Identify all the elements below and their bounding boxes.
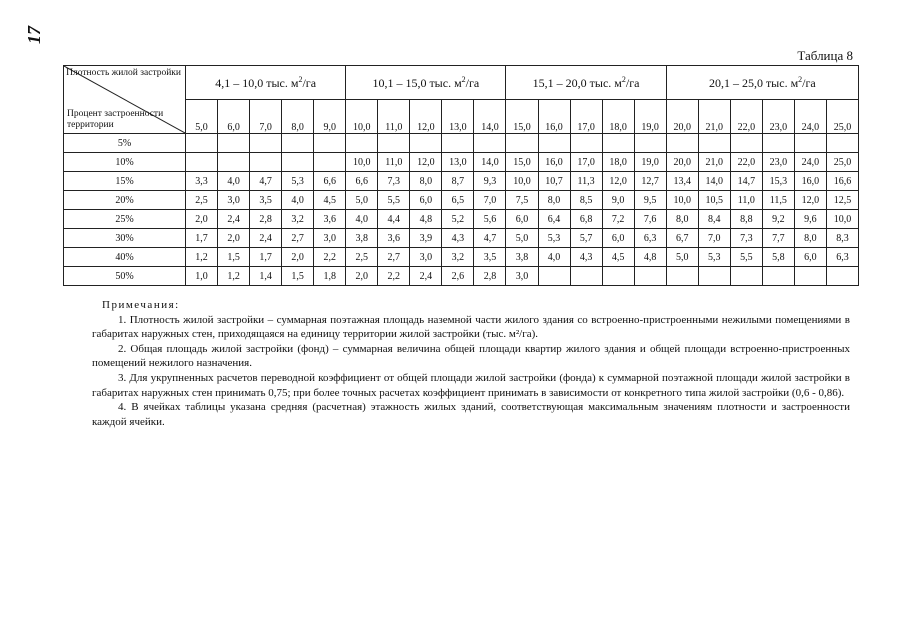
table-cell: 9,2 [762,210,794,229]
table-cell: 3,6 [378,229,410,248]
table-cell: 5,0 [506,229,538,248]
table-cell: 3,0 [506,267,538,286]
table-cell [666,134,698,153]
table-cell: 6,3 [826,248,858,267]
table-cell: 6,3 [634,229,666,248]
table-cell: 14,7 [730,172,762,191]
table-cell [282,134,314,153]
notes-section [92,298,850,429]
table-cell: 9,5 [634,191,666,210]
table-cell [186,153,218,172]
density-subheader: 5,0 [186,100,218,134]
table-cell: 5,5 [378,191,410,210]
density-subheader: 24,0 [794,100,826,134]
table-cell: 4,7 [250,172,282,191]
table-cell: 4,5 [602,248,634,267]
table-cell: 25,0 [826,153,858,172]
table-row [64,210,859,229]
table-cell: 3,6 [314,210,346,229]
table-cell: 12,0 [794,191,826,210]
density-subheader: 12,0 [410,100,442,134]
corner-label-coverage: Процент застроенности территории [67,109,164,130]
density-subheader: 10,0 [346,100,378,134]
table-cell [570,134,602,153]
table-cell [730,267,762,286]
table-cell [826,267,858,286]
table-cell: 2,2 [378,267,410,286]
table-cell: 10,0 [346,153,378,172]
table-cell: 8,5 [570,191,602,210]
table-cell [794,134,826,153]
table-cell [186,134,218,153]
table-cell: 5,6 [474,210,506,229]
table-cell: 3,3 [186,172,218,191]
table-cell: 7,0 [698,229,730,248]
table-cell: 9,0 [602,191,634,210]
row-label: 25% [64,210,186,229]
table-cell: 4,7 [474,229,506,248]
density-subheader: 8,0 [282,100,314,134]
table-cell: 4,0 [218,172,250,191]
table-cell: 7,6 [634,210,666,229]
table-cell: 15,3 [762,172,794,191]
table-cell [634,267,666,286]
table-corner-cell [64,66,186,134]
table-cell: 3,5 [474,248,506,267]
table-cell: 24,0 [794,153,826,172]
table-caption: Таблица 8 [797,48,853,63]
table-cell: 1,0 [186,267,218,286]
table-cell: 8,3 [826,229,858,248]
table-cell: 5,3 [282,172,314,191]
table-cell: 1,8 [314,267,346,286]
table-cell: 7,2 [602,210,634,229]
table-cell [730,134,762,153]
table-cell: 5,0 [666,248,698,267]
table-cell: 2,2 [314,248,346,267]
table-cell: 4,0 [282,191,314,210]
row-label: 20% [64,191,186,210]
table-cell: 9,6 [794,210,826,229]
table-cell: 12,5 [826,191,858,210]
table-cell: 4,0 [538,248,570,267]
table-cell: 2,8 [250,210,282,229]
table-cell: 3,8 [506,248,538,267]
range-header-2: 10,1 – 15,0 тыс. $м^2/га$ [346,66,506,100]
table-cell: 16,0 [794,172,826,191]
table-cell [826,134,858,153]
table-cell: 9,3 [474,172,506,191]
range-header-3: 15,1 – 20,0 тыс. $м^2/га$ [506,66,666,100]
table-cell: 8,0 [538,191,570,210]
table-cell: 10,7 [538,172,570,191]
table-cell [314,134,346,153]
density-subheader: 11,0 [378,100,410,134]
table-cell: 10,0 [826,210,858,229]
density-subheader: 20,0 [666,100,698,134]
table-cell: 11,5 [762,191,794,210]
row-label: 30% [64,229,186,248]
table-cell: 6,0 [794,248,826,267]
table-cell: 3,0 [218,191,250,210]
table-cell: 8,0 [410,172,442,191]
table-cell: 3,2 [442,248,474,267]
table-cell: 2,5 [346,248,378,267]
table-cell [794,267,826,286]
table-cell: 12,0 [410,153,442,172]
table-cell: 17,0 [570,153,602,172]
table-cell: 7,7 [762,229,794,248]
table-cell: 10,0 [506,172,538,191]
table-cell: 12,7 [634,172,666,191]
table-cell: 3,8 [346,229,378,248]
page-number: 17 [24,26,44,44]
table-cell: 4,8 [410,210,442,229]
table-cell: 21,0 [698,153,730,172]
table-cell: 8,8 [730,210,762,229]
density-subheader: 9,0 [314,100,346,134]
table-cell [282,153,314,172]
table-cell: 2,0 [186,210,218,229]
table-cell: 4,5 [314,191,346,210]
table-cell: 5,5 [730,248,762,267]
density-subheader: 18,0 [602,100,634,134]
table-cell: 6,5 [442,191,474,210]
density-subheader: 19,0 [634,100,666,134]
table-cell: 2,0 [282,248,314,267]
table-cell: 20,0 [666,153,698,172]
table-cell: 5,2 [442,210,474,229]
table-cell: 4,4 [378,210,410,229]
table-cell: 1,5 [282,267,314,286]
table-cell [250,134,282,153]
table-cell: 11,0 [730,191,762,210]
table-cell: 11,0 [378,153,410,172]
table-cell: 6,0 [506,210,538,229]
density-subheader: 16,0 [538,100,570,134]
table-cell: 1,5 [218,248,250,267]
table-cell [698,267,730,286]
table-cell: 6,0 [410,191,442,210]
table-cell [538,134,570,153]
table-cell: 2,6 [442,267,474,286]
table-cell [666,267,698,286]
table-cell: 3,0 [314,229,346,248]
table-cell [538,267,570,286]
table-row [64,134,859,153]
table-cell: 1,2 [186,248,218,267]
table-cell [314,153,346,172]
table-cell: 16,0 [538,153,570,172]
table-cell: 10,0 [666,191,698,210]
table-cell: 12,0 [602,172,634,191]
table-cell: 14,0 [474,153,506,172]
table-cell [218,153,250,172]
table-cell [410,134,442,153]
table-cell: 8,0 [794,229,826,248]
table-cell: 2,4 [410,267,442,286]
table-cell: 6,6 [346,172,378,191]
table-cell: 4,8 [634,248,666,267]
density-subheader: 22,0 [730,100,762,134]
table-cell: 8,4 [698,210,730,229]
table-cell: 7,5 [506,191,538,210]
table-cell [378,134,410,153]
density-subheader: 17,0 [570,100,602,134]
row-label: 5% [64,134,186,153]
table-cell: 13,4 [666,172,698,191]
table-cell [698,134,730,153]
table-cell: 23,0 [762,153,794,172]
corner-label-density: Плотность жилой застройки [66,68,181,78]
range-header-4: 20,1 – 25,0 тыс. $м^2/га$ [666,66,858,100]
density-subheader: 23,0 [762,100,794,134]
table-row [64,172,859,191]
table-cell: 3,2 [282,210,314,229]
table-cell: 6,0 [602,229,634,248]
note-4: 4. В ячейках таблицы указана средняя (расчетная) этажность жилых зданий, соответствующая максимальным значениям плотности и застроенности каждой ячейки. [92,401,850,428]
table-cell: 18,0 [602,153,634,172]
table-cell: 5,3 [538,229,570,248]
table-cell: 3,5 [250,191,282,210]
table-cell [602,134,634,153]
table-cell: 2,4 [218,210,250,229]
density-subheader: 21,0 [698,100,730,134]
table-cell [474,134,506,153]
density-subheader: 15,0 [506,100,538,134]
table-cell: 6,7 [666,229,698,248]
table-cell: 4,0 [346,210,378,229]
row-label: 40% [64,248,186,267]
table-cell [506,134,538,153]
note-2: 2. Общая площадь жилой застройки (фонд) – суммарная величина общей площади квартир жилого здания и общей площади встроенно-пристроенных помещений нежилого назначения. [92,342,850,370]
table-cell: 2,7 [282,229,314,248]
table-cell: 8,0 [666,210,698,229]
table-cell: 10,5 [698,191,730,210]
table-cell [442,134,474,153]
density-subheader: 7,0 [250,100,282,134]
table-cell: 19,0 [634,153,666,172]
table-cell: 1,2 [218,267,250,286]
table-cell [346,134,378,153]
density-subheader: 6,0 [218,100,250,134]
density-table [63,65,859,286]
table-cell: 2,8 [474,267,506,286]
table-cell: 5,3 [698,248,730,267]
table-cell: 14,0 [698,172,730,191]
table-cell: 15,0 [506,153,538,172]
table-cell: 16,6 [826,172,858,191]
table-cell [762,134,794,153]
table-cell: 8,7 [442,172,474,191]
table-cell: 5,8 [762,248,794,267]
table-cell: 6,8 [570,210,602,229]
table-cell: 6,6 [314,172,346,191]
table-cell: 5,7 [570,229,602,248]
table-cell: 1,7 [250,248,282,267]
table-cell [250,153,282,172]
table-cell [634,134,666,153]
table-cell: 4,3 [442,229,474,248]
table-cell: 2,5 [186,191,218,210]
table-cell: 1,7 [186,229,218,248]
table-cell: 1,4 [250,267,282,286]
density-subheader: 25,0 [826,100,858,134]
table-cell: 2,0 [218,229,250,248]
table-cell: 6,4 [538,210,570,229]
table-cell [570,267,602,286]
notes-heading: Примечания: [102,299,180,311]
table-row [64,153,859,172]
table-cell: 11,3 [570,172,602,191]
table-cell: 3,0 [410,248,442,267]
table-cell: 3,9 [410,229,442,248]
table-cell: 7,0 [474,191,506,210]
table-cell: 7,3 [378,172,410,191]
table-cell: 5,0 [346,191,378,210]
table-cell [762,267,794,286]
density-subheader: 13,0 [442,100,474,134]
row-label: 10% [64,153,186,172]
row-label: 15% [64,172,186,191]
range-header-1: 4,1 – 10,0 тыс. $м^2/га$ [186,66,346,100]
table-cell: 2,7 [378,248,410,267]
table-row [64,191,859,210]
table-cell: 4,3 [570,248,602,267]
table-cell: 7,3 [730,229,762,248]
table-cell [602,267,634,286]
row-label: 50% [64,267,186,286]
note-1: 1. Плотность жилой застройки – суммарная поэтажная площадь наземной части жилого здания со встроенно-пристроенными нежилыми помещениями в габаритах наружных стен, приходящаяся на единицу территории жилой застройки (тыс. м²/га). [92,313,850,341]
density-subheader: 14,0 [474,100,506,134]
table-cell: 22,0 [730,153,762,172]
note-3: 3. Для укрупненных расчетов переводной коэффициент от общей площади жилой застройки (фонда) к суммарной поэтажной площади жилой застройки в габаритах наружных стен принимать 0,75; при более точных расчетах коэффициент принимать в зависимости от конкретного типа жилой застройки (0,6 - 0,86). [92,371,850,399]
table-cell: 2,0 [346,267,378,286]
table-row [64,248,859,267]
table-cell: 2,4 [250,229,282,248]
table-cell: 13,0 [442,153,474,172]
table-row [64,267,859,286]
table-row [64,229,859,248]
table-cell [218,134,250,153]
